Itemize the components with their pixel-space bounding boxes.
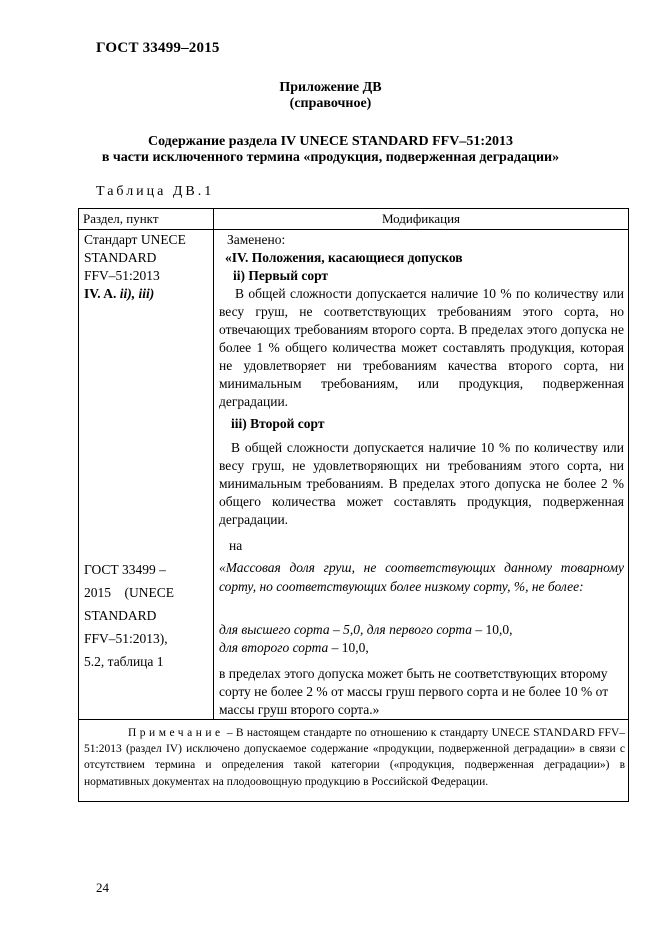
row1-left-line2: STANDARD — [84, 250, 157, 265]
table-label: Таблица ДВ.1 — [96, 184, 215, 199]
table-note — [84, 725, 625, 790]
paragraph-first-grade: В общей сложности допускается наличие 10 % по количеству или весу груш, не соответствующих требованиям этого сорта, но отвечающих требованиям второго сорта. В пределах этого допуска не более 1 % общего количества может составлять продукция, которая не удовлетворяет ни требованиям качества второго сорта, ни минимальным требованиям, или продукция, подверженная деградации. — [219, 286, 624, 409]
replaced-label: Заменено: — [227, 232, 286, 247]
second-grade-line — [219, 639, 624, 657]
on-label: на — [229, 538, 243, 553]
row2-left-line3: STANDARD — [84, 608, 157, 623]
row2-left-line2: 2015 (UNECE — [84, 585, 174, 600]
top-first-grade-text: для высшего сорта – 5,0, для первого сорта — [219, 622, 473, 637]
note-label: Примечание — [128, 727, 224, 739]
tolerance-final-paragraph: в пределах этого допуска может быть не соответствующих второму сорту не более 2 % от массы груш первого сорта и не более 10 % от массы груш второго сорта.» — [219, 666, 609, 717]
column-divider — [213, 209, 214, 719]
second-grade-value: – 10,0, — [328, 640, 369, 655]
heading-tolerances: «IV. Положения, касающиеся допусков — [225, 250, 463, 265]
top-first-grade-value: – 10,0, — [472, 622, 513, 637]
row2-left-line1: ГОСТ 33499 – — [84, 562, 166, 577]
modification-table — [78, 208, 629, 802]
row1-left-line3: FFV–51:2013 — [84, 268, 160, 283]
note-text: – В настоящем стандарте по отношению к стандарту UNECE STANDARD FFV–51:2013 (раздел IV) исключено допускаемое содержание «продукции, подверженной деградации» в связи с отсутствием термина и определения такой категории («продукция, подверженная деградации») в нормативных документах на плодоовощную продукцию в Российской Федерации. — [84, 727, 625, 788]
page-number: 24 — [96, 880, 109, 895]
section-title-line2: в части исключенного термина «продукция, подверженная деградации» — [101, 150, 560, 165]
document-code: ГОСТ 33499–2015 — [96, 40, 220, 56]
row2-left-line4: FFV–51:2013), — [84, 631, 168, 646]
appendix-subtitle: (справочное) — [289, 96, 372, 111]
note-divider — [79, 719, 628, 720]
top-first-grade-line — [219, 621, 624, 639]
appendix-title: Приложение ДВ — [279, 80, 382, 95]
heading-first-grade: ii) Первый сорт — [233, 268, 329, 283]
heading-second-grade: iii) Второй сорт — [231, 416, 325, 431]
column-header-section: Раздел, пункт — [83, 211, 159, 226]
column-header-modification: Модификация — [381, 211, 461, 226]
paragraph-second-grade: В общей сложности допускается наличие 10 % по количеству или весу груш, не удовлетворяющих ни требованиям этого сорта, ни минимальным требованиям. В пределах этого допуска не более 2 % общего количества может составлять продукция, подверженная деградации. — [219, 440, 624, 527]
second-grade-text: для второго сорта — [219, 640, 329, 655]
row1-left-line1: Стандарт UNECE — [84, 232, 186, 247]
row1-left-clause — [84, 285, 154, 303]
row1-clause-bold-italic: ii), iii) — [119, 286, 155, 301]
mass-fraction-paragraph: «Массовая доля груш, не соответствующих данному товарному сорту, но соответствующих более низкому сорту, %, не более: — [219, 560, 624, 594]
row2-left-line5: 5.2, таблица 1 — [84, 654, 164, 669]
section-title-line1: Содержание раздела IV UNECE STANDARD FFV–51:2013 — [147, 134, 514, 149]
row1-clause-bold: IV. A. — [84, 286, 120, 301]
table-header-row — [79, 209, 628, 230]
